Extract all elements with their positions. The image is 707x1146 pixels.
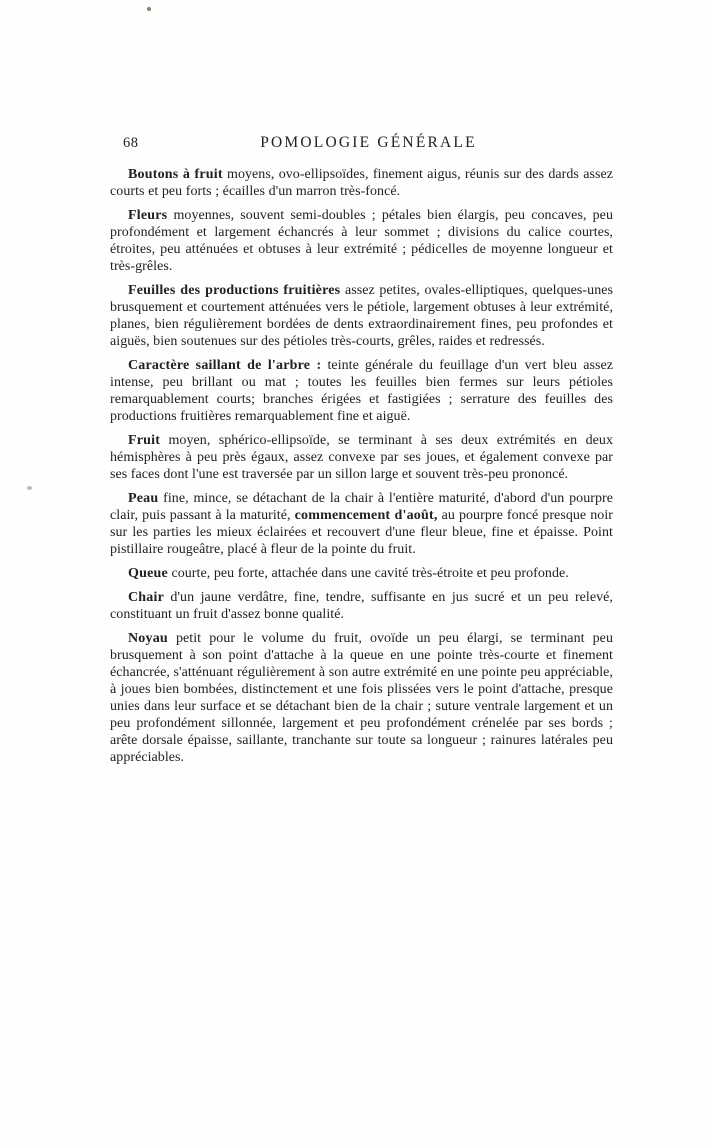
paragraph: [110, 490, 613, 558]
paragraph-lead: Noyau: [128, 631, 168, 646]
paragraph-text: courte, peu forte, attachée dans une cavité très-étroite et peu profonde.: [167, 566, 569, 581]
running-title: POMOLOGIE GÉNÉRALE: [260, 134, 477, 151]
running-header: [110, 134, 613, 154]
paragraph-lead: Boutons à fruit: [128, 167, 223, 182]
paragraph-text: teinte générale du feuillage d'un vert bleu assez intense, peu brillant ou mat ; toutes les feuilles bien fermes sur leurs pétioles remarquablement courts; branches érigées et fastigiées ; serrature des feuilles des productions fruitières remarquablement fine et aiguë.: [110, 358, 613, 424]
paragraph-lead: Fleurs: [128, 208, 168, 223]
paragraph: [110, 357, 613, 425]
paragraph: [110, 565, 613, 582]
paragraph-text: moyens, ovo-ellipsoïdes, finement aigus, réunis sur des dards assez courts et peu forts ; écailles d'un marron très-foncé.: [110, 167, 614, 199]
paragraph-text: fine, mince, se détachant de la chair à l'entière maturité, d'abord d'un pourpre clair, puis passant à la maturité,: [110, 491, 613, 523]
paragraph-lead: Peau: [128, 491, 159, 506]
paragraph: [110, 589, 613, 623]
page-number: 68: [123, 135, 139, 151]
paragraph-text: moyennes, souvent semi-doubles ; pétales bien élargis, peu concaves, peu profondément et largement échancrés à leur sommet ; divisions du calice courtes, étroites, peu atténuées et obtuses à leur extrémité ; pédicelles de moyenne longueur et très-grêles.: [110, 208, 613, 274]
paragraph-text: moyen, sphérico-ellipsoïde, se terminant à ses deux extrémités en deux hémisphères à peu près égaux, assez convexe par ses joues, et également convexe par ses faces dont l'une est traversée par un sillon large et souvent très-peu prononcé.: [110, 433, 613, 482]
paragraph-lead: Chair: [128, 590, 164, 605]
paragraph-text: au pourpre foncé presque noir sur les parties les mieux éclairées et recouvert d'une fleur bleue, fine et épaisse. Point pistillaire rougeâtre, placé à fleur de la pointe du fruit.: [110, 508, 613, 557]
paragraph-lead: commencement d'août,: [294, 508, 438, 523]
body-text: [110, 166, 613, 766]
paragraph: [110, 630, 613, 766]
paragraph-lead: Fruit: [128, 433, 161, 448]
paragraph-text: petit pour le volume du fruit, ovoïde un peu élargi, se terminant peu brusquement à son point d'attache à la queue en une pointe très-courte et finement échancrée, s'atténuant régulièrement à son autre extrémité en une pointe peu appréciable, à joues bien bombées, distinctement et une fois plissées vers le point d'attache, presque unies dans leur surface et se détachant bien de la chair ; suture ventrale largement et un peu profondément sillonnée, largement et peu profondément crénelée par ses bords ; arête dorsale épaisse, saillante, tranchante sur toute sa longueur ; rainures latérales peu appréciables.: [110, 631, 613, 765]
paragraph: [110, 166, 613, 200]
paragraph: [110, 432, 613, 483]
text-column: [110, 134, 613, 773]
scan-speck: [147, 7, 151, 11]
paragraph: [110, 282, 613, 350]
paragraph-lead: Feuilles des productions fruitières: [128, 283, 341, 298]
paragraph-text: assez petites, ovales-elliptiques, quelques-unes brusquement et courtement atténuées vers le pétiole, largement obtuses à leur extrémité, planes, bien régulièrement bordées de dents extraordinairement fines, peu profondes et aiguës, bien soutenues sur des pétioles très-courts, grêles, raides et redressés.: [110, 283, 614, 349]
scan-speck: [27, 486, 32, 490]
paragraph: [110, 207, 613, 275]
paragraph-lead: Caractère saillant de l'arbre :: [128, 358, 322, 373]
paragraph-lead: Queue: [128, 566, 168, 581]
paragraph-text: d'un jaune verdâtre, fine, tendre, suffisante en jus sucré et un peu relevé, constituant un fruit d'assez bonne qualité.: [110, 590, 613, 622]
